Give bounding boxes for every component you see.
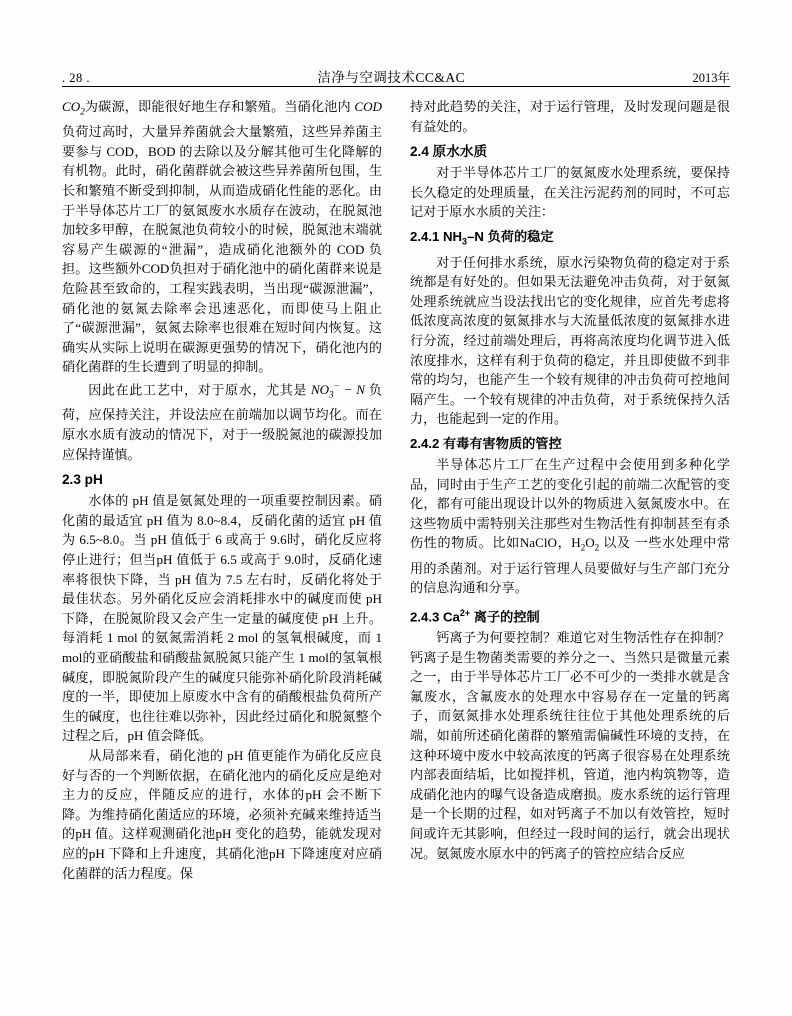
paragraph-calcium-control: 钙离子为何要控制？难道它对生物活性存在抑制？钙离子是生物菌类需要的养分之一、当然只是微量元素之一，由于半导体芯片工厂必不可少的一类排水就是含氟废水，含氟废水的处理水中容易存在一定量的钙离子，而氨氮排水处理系统往往位于其他处理系统的后端，如前所述硝化菌群的繁殖需偏碱性环境的支持，在这种环境中废水中较高浓度的钙离子很容易在处理系统内部表面结垢，比如搅拌机，管道，池内构筑物等，造成硝化池内的曝气设备造成磨损。废水系统的运行管理是一个长期的过程，如对钙离子不加以有效管控，短时间或许无其影响，但经过一段时间的运行，就会出现状况。氨氮废水原水中的钙离子的管控应结合反应 bbox=[410, 630, 730, 861]
right-column bbox=[410, 97, 730, 997]
formula-cod-inline: COD bbox=[354, 99, 382, 114]
calcium-charge: 2+ bbox=[459, 607, 471, 618]
paragraph-raw-water-quality: 对于半导体芯片工厂的氨氮废水处理系统，要保持长久稳定的处理质量，在关注污泥药剂的同时，不可忘记对于原水水质的关注： bbox=[410, 165, 730, 220]
publication-year: 2013年 bbox=[692, 71, 730, 85]
subsection-heading-2-4-1: 2.4.1 $NH_3-N$ 负荷的稳定 bbox=[410, 228, 554, 247]
formula-no3n: $NO_3^- - N$ bbox=[310, 380, 366, 400]
left-column bbox=[62, 97, 382, 997]
section-heading-2-4: 2.4 原水水质 bbox=[410, 144, 488, 160]
paragraph-carbon-source: $CO_2$为碳源，即能很好地生存和繁殖。当硝化池内 COD 负荷过高时，大量异养菌就会大量繁殖，这些异养菌主要参与 COD，BOD 的去除以及分解其他可生化降解的有机物。此时，硝化菌群就会被这些异养菌所包围，生长和繁殖不断受到抑制，从而造成硝化性能的恶化。由于半导体芯片工厂的氨氮废水水质存在波动，在脱氮池加较多甲醇，在脱氮池负荷较小的时候，脱氮池末端就容易产生碳源的“泄漏”，造成硝化池额外的 COD 负担。这些额外COD负担对于硝化池中的硝化菌群来说是危险甚至致命的，工程实践表明，当出现“碳源泄漏”，硝化池的氨氮去除率会迅速恶化，而即使马上阻止了“碳源泄漏”，氨氮去除率也很难在短时间内恢复。这确实从实际上说明在碳源更强势的情况下，硝化池内的硝化菌群的生长遭到了明显的抑制。 bbox=[62, 99, 382, 375]
formula-co2: $CO_2$ bbox=[62, 99, 85, 117]
paragraph-raw-water-no3n: 因此在此工艺中，对于原水，尤其是 $NO_3^- - N$ 负荷，应保持关注，并设法应在前端加以调节均化。而在原水水质有波动的情况下，对于一级脱氮池的碳源投加应保持谨慎。 bbox=[62, 380, 382, 462]
journal-title: 洁净与空调技术CC&AC bbox=[317, 70, 466, 85]
subsection-heading-2-4-2: 2.4.2 有毒有害物质的管控 bbox=[410, 435, 562, 451]
article-body bbox=[62, 97, 730, 997]
section-heading-2-3: 2.3 pH bbox=[62, 472, 103, 488]
subsection-heading-2-4-3: 2.4.3 $Ca^{2+}$ 离子的控制 bbox=[410, 607, 540, 625]
paragraph-load-stability: 对于任何排水系统，原水污染物负荷的稳定对于系统都是有好处的。但如果无法避免冲击负荷，对于氨氮处理系统就应当设法找出它的变化规律，应首先考虑将低浓度高浓度的氨氮排水与大流量低浓度的氨氮排水进行分流，经过前端处理后，再将高浓度均化调节进入低浓度排水，这样有利于负荷的稳定，并且即使做不到非常的均匀，也能产生一个较有规律的冲击负荷可控地间隔产生。一个较有规律的冲击负荷，对于系统保持久活力，也能起到一定的作用。 bbox=[410, 254, 730, 427]
paragraph-hazardous-substances: 半导体芯片工厂在生产过程中会使用到多种化学品，同时由于生产工艺的变化引起的前端二次配管的变化，都有可能出现设计以外的物质进入氨氮废水中。在这些物质中需特别关注那些对生物活性有抑制甚至有杀伤性的物质。比如NaClO，$H_2O_2$ 以及 一些水处理中常用的杀菌剂。对于运行管理人员要做好与生产部门充分的信息沟通和分享。 bbox=[410, 456, 730, 596]
paragraph-ph-local: 从局部来看，硝化池的 pH 值更能作为硝化反应良好与否的一个判断依据，在硝化池内的硝化反应是绝对主力的反应，伴随反应的进行，水体的pH 会不断下降。为维持硝化菌适应的环境，必须补充碱来维持适当的pH 值。这样观测硝化池pH 变化的趋势，能就发现对应的pH 下降和上升速度，其硝化池pH 下降速度对应硝化菌群的活力程度。保 bbox=[62, 747, 382, 881]
page-header bbox=[62, 66, 730, 86]
page-number: . 28 . bbox=[62, 71, 90, 85]
paragraph-trend-attention: 持对此趋势的关注，对于运行管理，及时发现问题是很有益处的。 bbox=[410, 99, 730, 134]
header-divider bbox=[62, 86, 730, 87]
paragraph-ph-control: 水体的 pH 值是氨氮处理的一项重要控制因素。硝化菌的最适宜 pH 值为 8.0~8.4，反硝化菌的适宜 pH 值为 6.5~8.0。当 pH 值低于 6 或高于 9.6时，硝化反应将停止进行；但当pH 值低于 6.5 或高于 9.0时，反硝化速率将很快下降，当 pH 值为 7.5 左右时，反硝化将处于最佳状态。另外硝化反应会消耗排水中的碱度而使 pH 下降，在脱氮阶段又会产生一定量的碱度使 pH 上升。每消耗 1 mol 的氨氮需消耗 2 mol 的氢氧根碱度，而 1 mol的亚硝酸盐和硝酸盐氮脱氮只能产生 1 mol的氢氧根碱度，即脱氮阶段产生的碱度只能弥补硝化阶段消耗碱度的一半，即使加上原废水中含有的硝酸根盐负荷所产生的碱度，也往往难以弥补，因此经过硝化和脱氮整个过程之后，pH 值会降低。 bbox=[62, 493, 382, 744]
